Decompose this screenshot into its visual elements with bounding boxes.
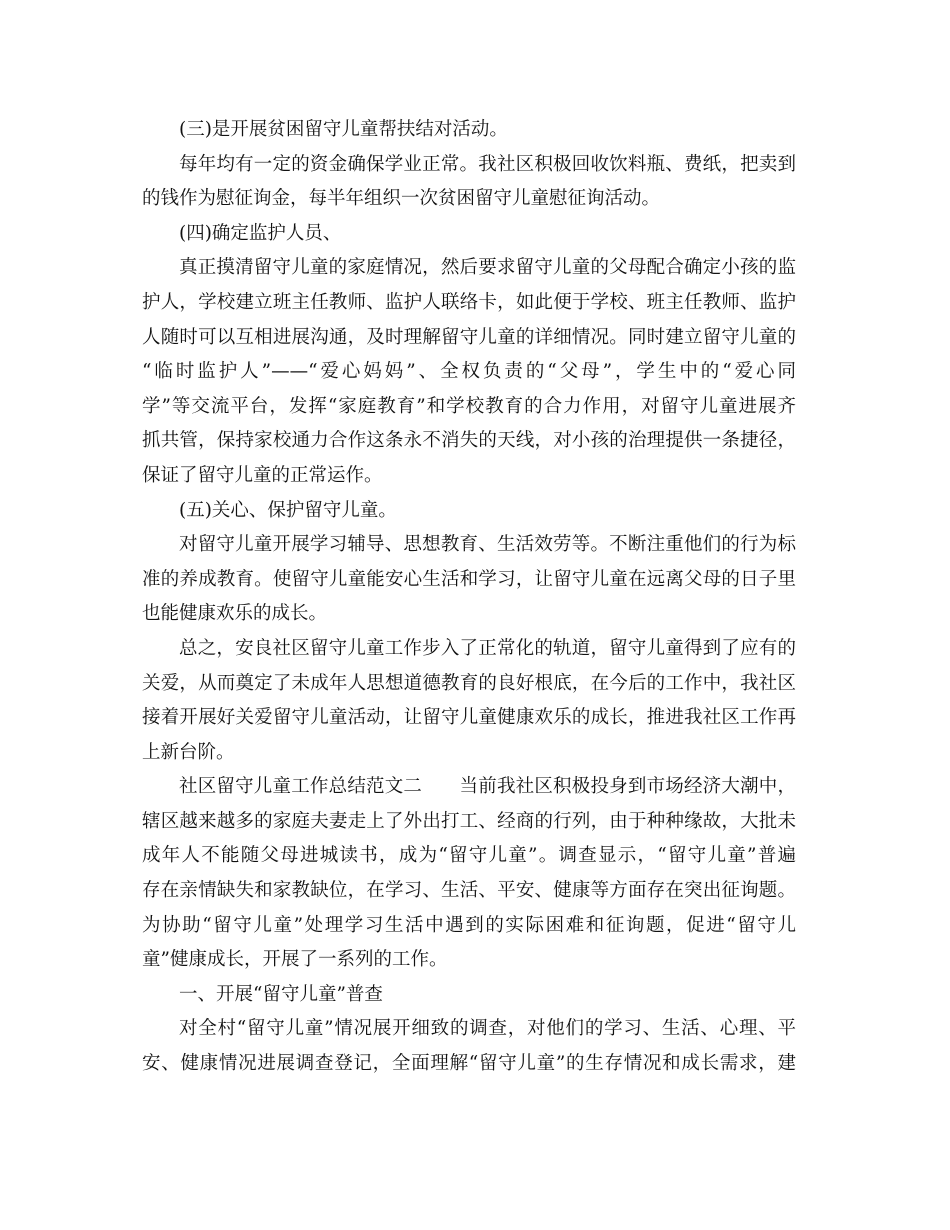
text-line: 也能健康欢乐的成长。: [142, 603, 328, 625]
text-line: 总之，安良社区留守儿童工作步入了正常化的轨道，留守儿童得到了应有的: [179, 637, 796, 659]
text-line: 抓共管，保持家校通力合作这条永不消失的天线，对小孩的治理提供一条捷径，: [142, 430, 796, 452]
text-line: 存在亲情缺失和家教缺位，在学习、生活、平安、健康等方面存在突出征询题。: [142, 880, 796, 902]
text-line: 护人，学校建立班主任教师、监护人联络卡，如此便于学校、班主任教师、监护: [142, 291, 796, 313]
text-line: 每年均有一定的资金确保学业正常。我社区积极回收饮料瓶、费纸，把卖到: [179, 153, 796, 175]
text-line: 接着开展好关爱留守儿童活动，让留守儿童健康欢乐的成长，推进我社区工作再: [142, 707, 796, 729]
text-line: 安、健康情况进展调查登记，全面理解“留守儿童”的生存情况和成长需求，建: [142, 1053, 796, 1075]
document-body: [142, 113, 796, 1082]
text-line: (三)是开展贫困留守儿童帮扶结对活动。: [179, 119, 508, 140]
text-line: 社区留守儿童工作总结范文二 当前我社区积极投身到市场经济大潮中，: [179, 776, 796, 798]
text-line: 童”健康成长，开展了一系列的工作。: [142, 949, 448, 971]
text-line: (五)关心、保护留守儿童。: [179, 499, 397, 521]
text-line: 准的养成教育。使留守儿童能安心生活和学习，让留守儿童在远离父母的日子里: [142, 568, 796, 590]
text-line: “临时监护人”——“爱心妈妈”、全权负责的“父母”，学生中的“爱心同: [142, 361, 796, 383]
text-line: 为协助“留守儿童”处理学习生活中遇到的实际困难和征询题，促进“留守儿: [142, 914, 796, 936]
text-line: 关爱，从而奠定了未成年人思想道德教育的良好根底，在今后的工作中，我社区: [142, 672, 796, 694]
text-line: 对全村“留守儿童”情况展开细致的调查，对他们的学习、生活、心理、平: [179, 1018, 796, 1040]
text-line: 上新台阶。: [142, 741, 235, 763]
text-line: 辖区越来越多的家庭夫妻走上了外出打工、经商的行列，由于种种缘故，大批未: [142, 810, 796, 832]
text-line: 对留守儿童开展学习辅导、思想教育、生活效劳等。不断注重他们的行为标: [179, 534, 796, 556]
text-line: (四)确定监护人员、: [179, 222, 342, 244]
text-line: 人随时可以互相进展沟通，及时理解留守儿童的详细情况。同时建立留守儿童的: [142, 326, 796, 348]
text-line: 学”等交流平台，发挥“家庭教育”和学校教育的合力作用，对留守儿童进展齐: [142, 395, 796, 417]
text-line: 真正摸清留守儿童的家庭情况，然后要求留守儿童的父母配合确定小孩的监: [179, 257, 796, 279]
text-line: 的钱作为慰征询金，每半年组织一次贫困留守儿童慰征询活动。: [142, 188, 661, 210]
text-line: 一、开展“留守儿童”普查: [179, 983, 383, 1005]
text-line: 成年人不能随父母进城读书，成为“留守儿童”。调查显示，“留守儿童”普遍: [142, 845, 796, 867]
text-line: 保证了留守儿童的正常运作。: [142, 464, 383, 486]
